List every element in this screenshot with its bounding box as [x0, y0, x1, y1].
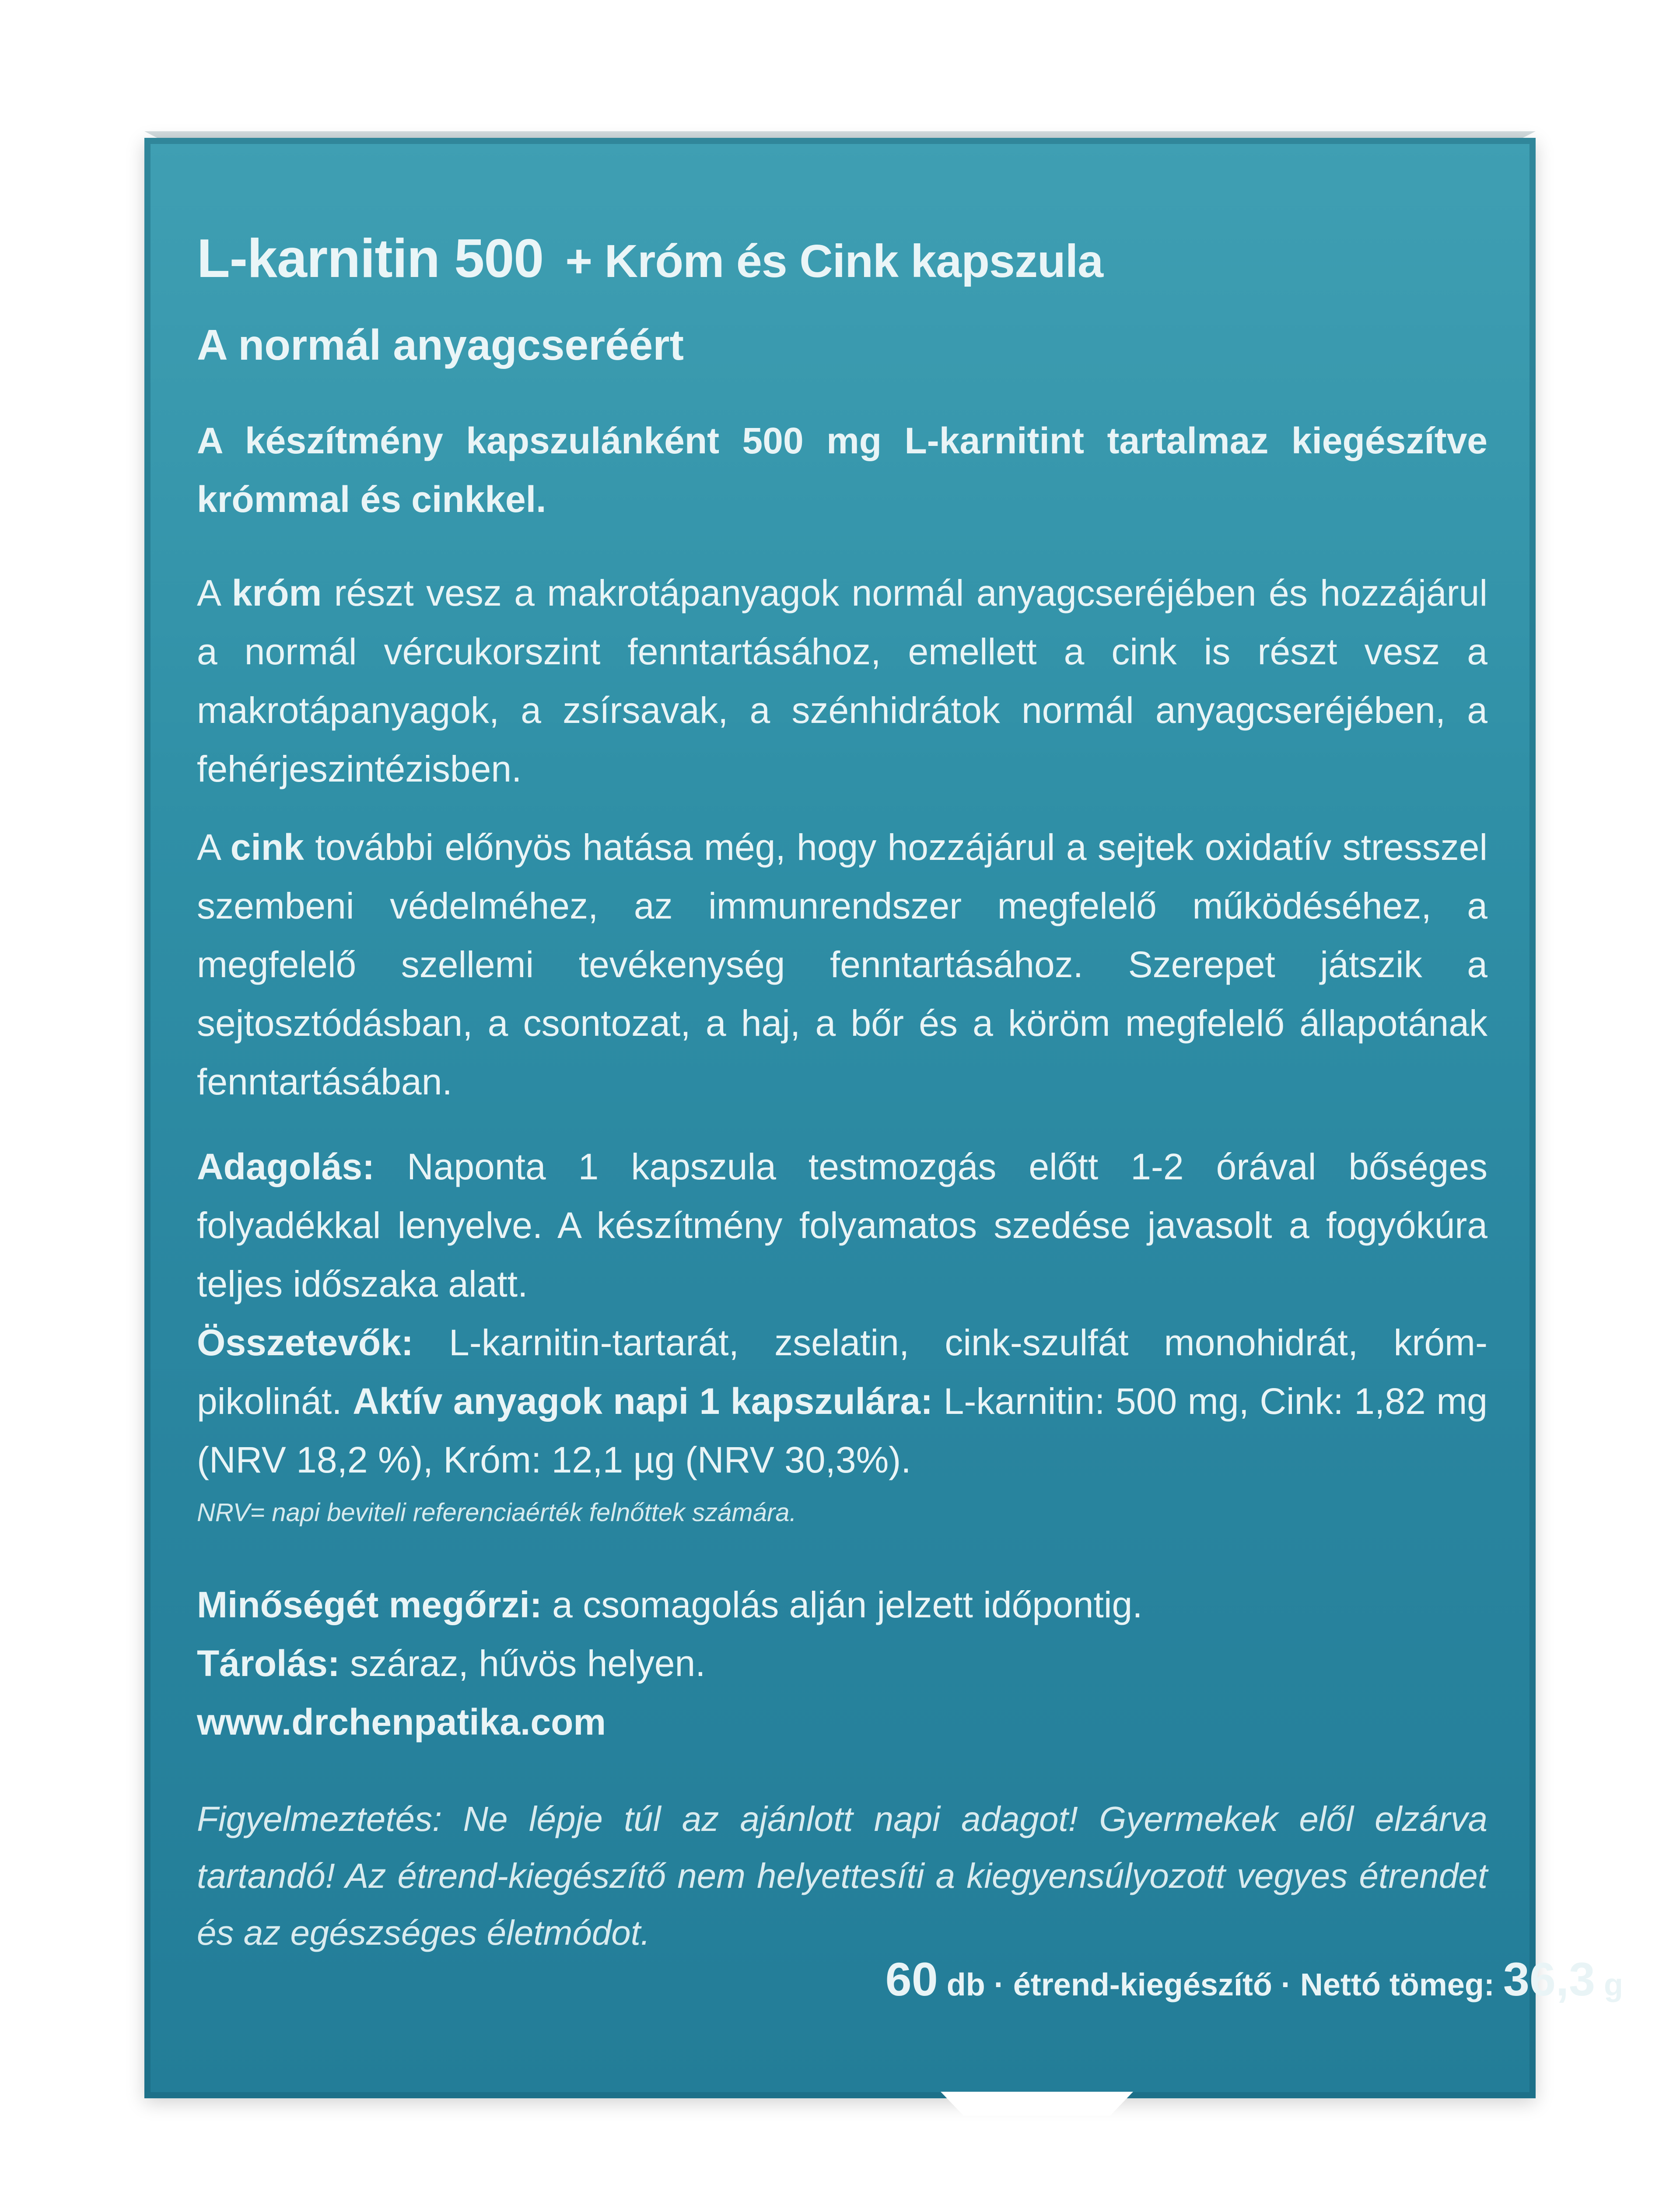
nrv-note: NRV= napi beviteli referenciaérték felnőttek számára. [197, 1498, 797, 1527]
ingredients-text: L-karnitin-tartarát, zselatin, cink-szulfát monohidrát, króm-pikolinát. [197, 1322, 1488, 1422]
dosage-label: Adagolás: [197, 1146, 375, 1187]
product-subtitle: A normál anyagcseréért [197, 321, 684, 369]
storage-line [197, 1634, 1488, 1693]
title-row [197, 228, 1488, 290]
chrome-paragraph [197, 564, 1488, 798]
capsule-count: 60 [885, 1953, 938, 2006]
zinc-prefix: A [197, 827, 231, 868]
net-weight-unit: g [1595, 1967, 1623, 2002]
website-text: www.drchenpatika.com [197, 1701, 606, 1743]
dosage-text: Naponta 1 kapszula testmozgás előtt 1-2 órával bőséges folyadékkal lenyelve. A készítmény folyamatos szedése javasolt a fogyókúra teljes időszaka alatt. [197, 1146, 1488, 1304]
active-ingredients-label: Aktív anyagok napi 1 kapszulára: [353, 1381, 933, 1422]
warning-text: Figyelmeztetés: Ne lépje túl az ajánlott napi adagot! Gyermekek elől elzárva tartandó! Az étrend-kiegészítő nem helyettesíti a kiegyensúlyozott vegyes étrendet és az egészséges életmódot. [197, 1799, 1488, 1952]
footer-line [886, 1952, 1623, 2006]
zinc-paragraph [197, 818, 1488, 1111]
ingredients-paragraph [197, 1313, 1488, 1489]
chrome-prefix: A [197, 572, 232, 614]
storage-label: Tárolás: [197, 1643, 340, 1684]
storage-text: száraz, hűvös helyen. [340, 1643, 706, 1684]
footer-description: db · étrend-kiegészítő · Nettó tömeg: [938, 1967, 1503, 2002]
zinc-keyword: cink [230, 827, 304, 868]
quality-text: a csomagolás alján jelzett időpontig. [542, 1584, 1143, 1625]
package-text [197, 228, 1488, 1961]
dosage-paragraph [197, 1137, 1488, 1313]
chrome-text: részt vesz a makrotápanyagok normál anyagcseréjében és hozzájárul a normál vércukorszint fenntartásához, emellett a cink is részt vesz a makrotápanyagok, a zsírsavak, a szénhidrátok normál anyagcseréjében, a fehérjeszintézisben. [197, 572, 1488, 789]
product-title-suffix: + Króm és Cink kapszula [565, 235, 1103, 287]
active-ingredients-text: L-karnitin: 500 mg, Cink: 1,82 mg (NRV 18,2 %), Króm: 12,1 µg (NRV 30,3%). [197, 1381, 1488, 1480]
storage-block [197, 1575, 1488, 1751]
quality-line [197, 1575, 1488, 1634]
intro-paragraph: A készítmény kapszulánként 500 mg L-karnitint tartalmaz kiegészítve krómmal és cinkkel. [197, 420, 1488, 520]
quality-label: Minőségét megőrzi: [197, 1584, 542, 1625]
ingredients-label: Összetevők: [197, 1322, 413, 1363]
chrome-keyword: króm [231, 572, 322, 614]
net-weight: 36,3 [1503, 1953, 1596, 2006]
zinc-text: további előnyös hatása még, hogy hozzájárul a sejtek oxidatív stresszel szembeni védelméhez, az immunrendszer megfelelő működéséhez, a megfelelő szellemi tevékenység fenntartásához. Szerepet játszik a sejtosztódásban, a csontozat, a haj, a bőr és a köröm megfelelő állapotának fenntartásában. [197, 827, 1488, 1102]
product-title: L-karnitin 500 [197, 228, 544, 289]
box-bottom-notch [941, 2092, 1133, 2116]
